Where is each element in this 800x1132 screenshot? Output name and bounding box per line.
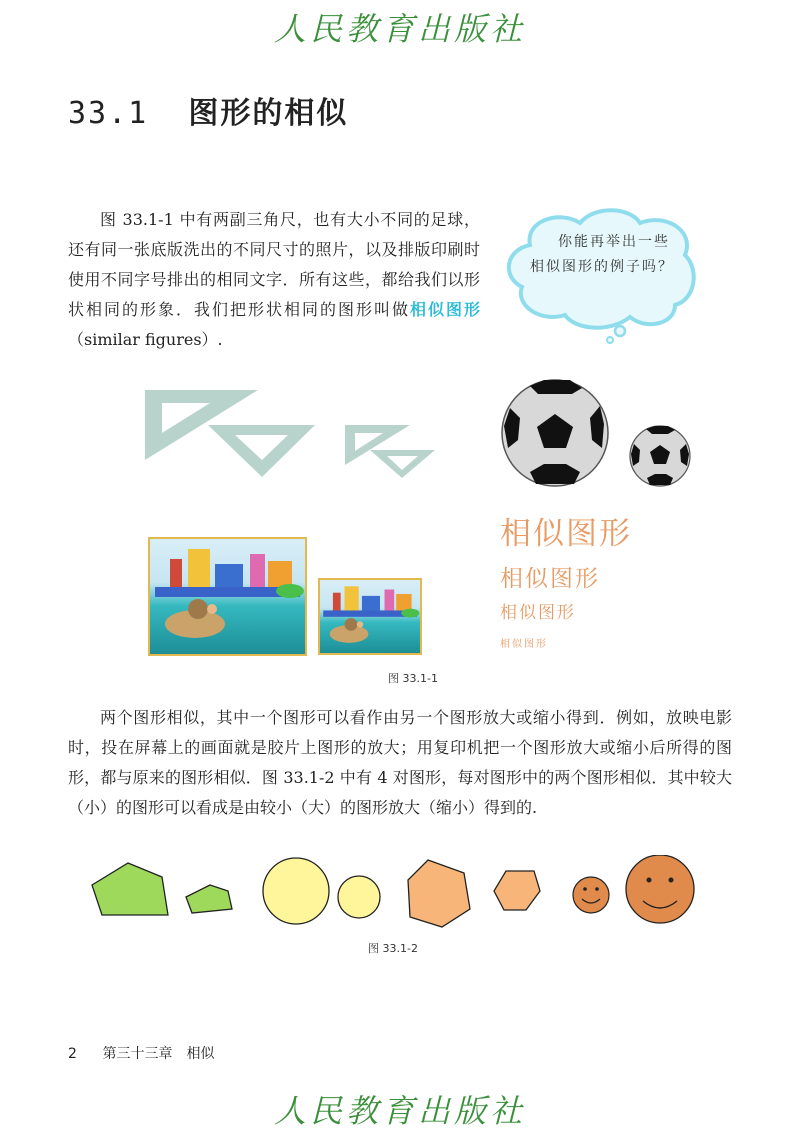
publisher-header: 人民教育出版社	[273, 10, 526, 48]
triangle-rulers	[140, 385, 440, 480]
small-right-triangle-ruler	[345, 425, 410, 465]
explanation-paragraph: 两个图形相似，其中一个图形可以看作由另一个图形放大或缩小得到．例如，放映电影时，投在屏幕上的画面就是胶片上图形的放大；用复印机把一个图形放大或缩小后所得的图形，都与原来的图形相似．图 33.1-2 中有 4 对图形，每对图形中的两个图形相似．其中较大（小）的图形可以看成是由较小（大）的图形放大（缩小）得到的.	[68, 708, 732, 817]
bubble-dot	[615, 326, 625, 336]
page-number: 2	[68, 1046, 77, 1062]
large-isosceles-triangle-ruler	[208, 425, 315, 477]
bubble-question: 你能再举出一些相似图形的例子吗？	[530, 234, 674, 275]
bubble-dot	[607, 337, 613, 343]
wordart-medium: 相似图形	[500, 566, 600, 592]
large-hexagon	[408, 860, 470, 927]
figure-caption-1: 图 33.1-1	[388, 672, 438, 685]
large-ruler-pair	[145, 390, 315, 477]
section-heading	[68, 88, 348, 132]
small-isosceles-triangle-ruler	[370, 450, 435, 478]
section-title: 图形的相似	[188, 96, 349, 131]
amusement-park-scene-large	[150, 539, 305, 654]
section-number: 33.1	[68, 96, 149, 131]
wordart-small: 相似图形	[500, 603, 576, 623]
term-english: （similar figures）.	[68, 330, 223, 349]
small-photo	[318, 578, 422, 655]
amusement-park-scene-small	[320, 580, 420, 653]
page-footer	[68, 1043, 214, 1063]
intro-paragraph	[68, 205, 480, 355]
figure-caption-2: 图 33.1-2	[368, 942, 418, 955]
wordart-large: 相似图形	[500, 516, 632, 552]
soccer-balls	[500, 378, 695, 488]
intro-text: 图 33.1-1 中有两副三角尺，也有大小不同的足球，还有同一张底版洗出的不同尺寸的照片，以及排版印刷时使用不同字号排出的相同文字．所有这些，都给我们以形状相同的形象．我们把形状相同的图形叫做	[68, 210, 480, 319]
chapter-title: 第三十三章 相似	[102, 1046, 215, 1062]
similar-shapes-figure	[88, 855, 698, 930]
key-term: 相似图形	[409, 300, 480, 319]
small-ruler-pair	[345, 425, 435, 478]
publisher-footer: 人民教育出版社	[273, 1092, 526, 1130]
small-hexagon	[494, 871, 540, 910]
wordart-tiny: 相似图形	[500, 639, 548, 650]
small-smiley-face	[573, 877, 609, 913]
small-soccer-ball	[630, 426, 690, 486]
large-photo	[148, 537, 307, 656]
small-pentagon	[186, 885, 232, 913]
large-soccer-ball	[502, 380, 608, 486]
large-pentagon	[92, 863, 168, 915]
large-circle	[263, 858, 329, 924]
large-smiley-face	[626, 855, 694, 923]
small-circle	[338, 876, 380, 918]
